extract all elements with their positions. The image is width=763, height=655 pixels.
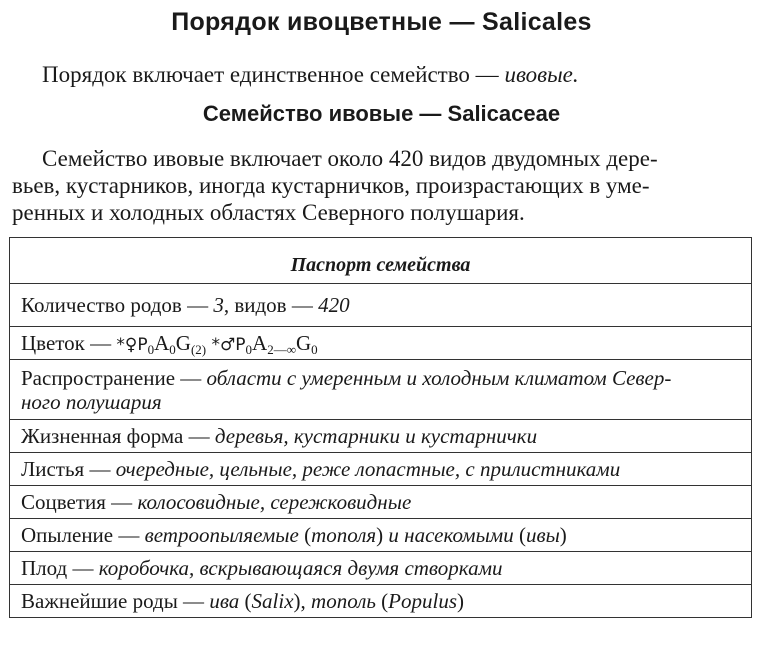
female-flower-formula bbox=[116, 331, 206, 355]
male-formula-prefix: *♂P bbox=[206, 334, 246, 355]
passport-row-inflorescence bbox=[10, 486, 752, 519]
female-androecium-letter: A bbox=[154, 330, 170, 355]
passport-caption-cell bbox=[10, 238, 752, 284]
passport-cell bbox=[10, 486, 752, 519]
distribution-label: Распространение — bbox=[21, 365, 207, 390]
order-heading: Порядок ивоцветные — Salicales bbox=[171, 8, 592, 36]
passport-cell bbox=[10, 360, 752, 420]
female-gynoecium-letter: G bbox=[175, 330, 191, 355]
genus-willow-latin: Salix bbox=[251, 588, 294, 613]
genus-willow: ива bbox=[209, 588, 240, 613]
family-description-line: ренных и холодных областях Северного полушария. bbox=[12, 200, 525, 225]
family-description-line: вьев, кустарников, иногда кустарничков, произрастающих в уме- bbox=[12, 173, 650, 198]
passport-cell bbox=[10, 327, 752, 360]
male-flower-formula bbox=[206, 331, 318, 355]
pollination-insects: и насекомыми bbox=[388, 522, 514, 547]
male-gynoecium-letter: G bbox=[295, 330, 312, 355]
flower-label: Цветок — bbox=[21, 330, 117, 355]
passport-cell bbox=[10, 453, 752, 486]
passport-cell bbox=[10, 585, 752, 618]
genus-poplar-latin: Populus bbox=[388, 588, 457, 613]
family-description bbox=[12, 145, 750, 226]
inflorescence-label: Соцветия — bbox=[21, 489, 138, 514]
punct: ( bbox=[298, 522, 312, 547]
passport-row-fruit bbox=[10, 552, 752, 585]
life-form-label: Жизненная форма — bbox=[21, 423, 215, 448]
pollination-wind: ветроопыляемые bbox=[144, 522, 299, 547]
family-passport-table bbox=[9, 237, 752, 618]
passport-row-distribution bbox=[10, 360, 752, 420]
male-perianth-sub: 0 bbox=[245, 341, 253, 357]
passport-cell bbox=[10, 519, 752, 552]
genus-poplar: тополь bbox=[311, 588, 376, 613]
count-mid: , видов — bbox=[223, 292, 319, 317]
punct: ) bbox=[457, 588, 464, 613]
female-perianth-sub: 0 bbox=[147, 341, 155, 357]
male-androecium-letter: A bbox=[252, 330, 268, 355]
genera-count: 3 bbox=[213, 292, 224, 317]
punct: ), bbox=[293, 588, 312, 613]
species-count: 420 bbox=[318, 292, 350, 317]
fruit-label: Плод — bbox=[21, 555, 99, 580]
pollination-poplar: тополя bbox=[311, 522, 377, 547]
order-text-main: Порядок включает единственное семейство — bbox=[42, 62, 505, 87]
punct: ( bbox=[375, 588, 389, 613]
female-formula-prefix: *♀P bbox=[116, 334, 148, 355]
passport-row-pollination bbox=[10, 519, 752, 552]
count-label: Количество родов — bbox=[21, 292, 214, 317]
fruit-value: коробочка, вскрывающаяся двумя створками bbox=[98, 555, 503, 580]
passport-row-life-form bbox=[10, 420, 752, 453]
punct: ( bbox=[513, 522, 526, 547]
punct: ) bbox=[376, 522, 389, 547]
pollination-willow: ивы bbox=[525, 522, 560, 547]
order-text bbox=[42, 60, 742, 90]
passport-row-leaves bbox=[10, 453, 752, 486]
passport-cell bbox=[10, 420, 752, 453]
life-form-value: деревья, кустарники и кустарнички bbox=[214, 423, 538, 448]
genera-label: Важнейшие роды — bbox=[21, 588, 210, 613]
punct: ) bbox=[559, 522, 567, 547]
passport-row-count bbox=[10, 284, 752, 327]
punct: ( bbox=[239, 588, 252, 613]
pollination-label: Опыление — bbox=[21, 522, 145, 547]
passport-caption: Паспорт семейства bbox=[290, 254, 471, 276]
passport-cell bbox=[10, 284, 752, 327]
passport-caption-row bbox=[10, 238, 752, 284]
family-description-line: Семейство ивовые включает около 420 видов двудомных дере- bbox=[42, 146, 658, 171]
family-heading: Семейство ивовые — Salicaceae bbox=[202, 101, 561, 126]
order-text-family: ивовые. bbox=[504, 62, 579, 87]
male-androecium-sub: 2—∞ bbox=[267, 341, 296, 357]
leaves-label: Листья — bbox=[21, 456, 116, 481]
distribution-value-1: области с умеренным и холодным климатом Север- bbox=[206, 365, 672, 390]
leaves-value: очередные, цельные, реже лопастные, с прилистниками bbox=[115, 456, 621, 481]
female-gynoecium-sub: (2) bbox=[190, 341, 207, 357]
passport-row-genera bbox=[10, 585, 752, 618]
passport-cell bbox=[10, 552, 752, 585]
inflorescence-value: колосовидные, сережковидные bbox=[137, 489, 412, 514]
male-gynoecium-sub: 0 bbox=[311, 341, 318, 357]
distribution-value-2: ного полушария bbox=[21, 389, 162, 414]
passport-row-flower bbox=[10, 327, 752, 360]
female-androecium-sub: 0 bbox=[169, 341, 176, 357]
